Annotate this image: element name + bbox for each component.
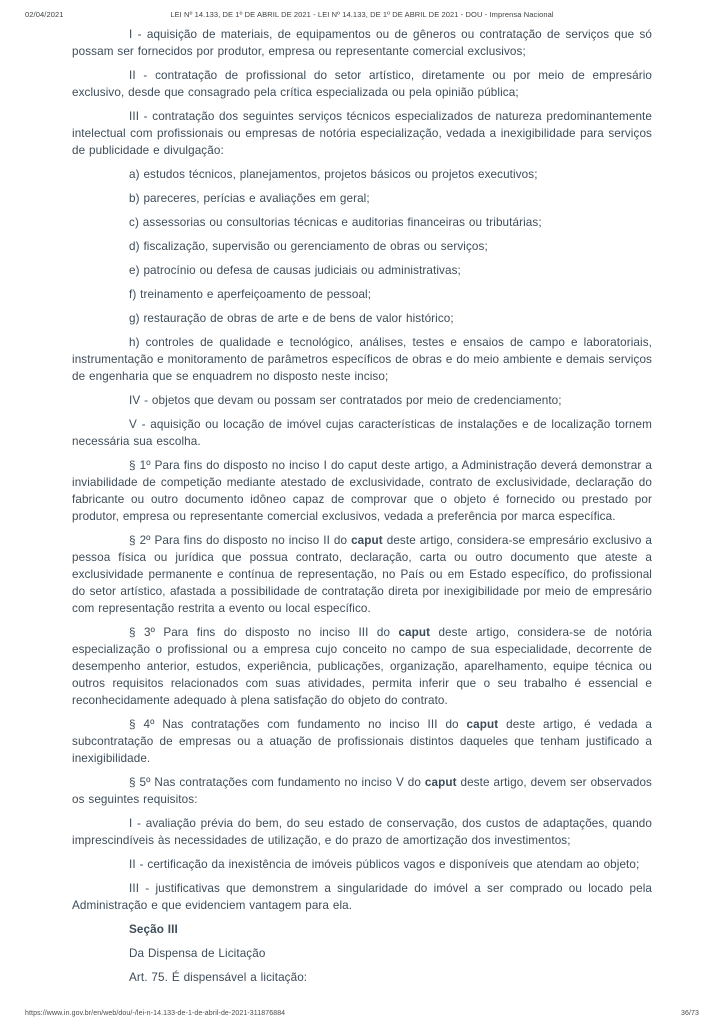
print-header-date: 02/04/2021 bbox=[25, 10, 64, 19]
text-segment: IV - objetos que devam ou possam ser contratados por meio de credenciamento; bbox=[129, 394, 562, 407]
text-segment: § 5º Nas contratações com fundamento no inciso V do bbox=[129, 776, 425, 789]
source-url: https://www.in.gov.br/en/web/dou/-/lei-n-14.133-de-1-de-abril-de-2021-311876884 bbox=[25, 1010, 286, 1017]
alinea-h bbox=[72, 334, 652, 385]
text-segment: b) pareceres, perícias e avaliações em geral; bbox=[129, 192, 370, 205]
alinea-a bbox=[72, 166, 652, 183]
text-segment: deste artigo, considera-se empresário exclusivo a pessoa física ou jurídica que possua contrato, declaração, carta ou outro documento que ateste a exclusividade permanente e contínua de representação, no País ou em Estado específico, do profissional do setor artístico, afastada a possibilidade de contratação direta por inexigibilidade por meio de empresário com representação restrita a evento ou local específico. bbox=[72, 534, 652, 615]
inciso-iv bbox=[72, 392, 652, 409]
text-segment: Art. 75. É dispensável a licitação: bbox=[129, 971, 308, 984]
secao-iii-heading bbox=[72, 921, 652, 938]
paragrafo-4 bbox=[72, 716, 652, 767]
alinea-f bbox=[72, 286, 652, 303]
print-footer bbox=[25, 1010, 699, 1017]
text-segment: II - certificação da inexistência de imóveis públicos vagos e disponíveis que atendam ao objeto; bbox=[129, 858, 640, 871]
alinea-g bbox=[72, 310, 652, 327]
text-segment: I - aquisição de materiais, de equipamentos ou de gêneros ou contratação de serviços que só possam ser fornecidos por produtor, empresa ou representante comercial exclusivos; bbox=[72, 28, 652, 58]
inciso-i bbox=[72, 26, 652, 60]
art-75 bbox=[72, 969, 652, 986]
text-segment: II - contratação de profissional do setor artístico, diretamente ou por meio de empresário exclusivo, desde que consagrado pela crítica especializada ou pela opinião pública; bbox=[72, 69, 652, 99]
text-segment: g) restauração de obras de arte e de bens de valor histórico; bbox=[129, 312, 454, 325]
text-segment: a) estudos técnicos, planejamentos, projetos básicos ou projetos executivos; bbox=[129, 168, 538, 181]
paragrafo-2 bbox=[72, 532, 652, 617]
text-segment: e) patrocínio ou defesa de causas judiciais ou administrativas; bbox=[129, 264, 461, 277]
text-segment: § 4º Nas contratações com fundamento no inciso III do bbox=[129, 718, 467, 731]
text-segment: § 2º Para fins do disposto no inciso II do bbox=[129, 534, 352, 547]
inciso-ii bbox=[72, 67, 652, 101]
document-body bbox=[72, 26, 652, 993]
requisito-ii bbox=[72, 856, 652, 873]
paragrafo-5 bbox=[72, 774, 652, 808]
bold-text-segment: caput bbox=[424, 776, 457, 789]
secao-iii-subtitle bbox=[72, 945, 652, 962]
bold-text-segment: caput bbox=[398, 626, 431, 639]
print-header bbox=[0, 10, 724, 22]
requisito-i bbox=[72, 815, 652, 849]
text-segment: I - avaliação prévia do bem, do seu estado de conservação, dos custos de adaptações, quando imprescindíveis às necessidades de utilização, e do prazo de amortização dos investimentos; bbox=[72, 817, 652, 847]
bold-text-segment: caput bbox=[466, 718, 499, 731]
requisito-iii bbox=[72, 880, 652, 914]
paragrafo-3 bbox=[72, 624, 652, 709]
inciso-v bbox=[72, 416, 652, 450]
text-segment: § 3º Para fins do disposto no inciso III do bbox=[129, 626, 399, 639]
bold-text-segment: caput bbox=[351, 534, 383, 547]
text-segment: deste artigo, considera-se de notória especialização o profissional ou a empresa cujo conceito no campo de sua especialidade, decorrente de desempenho anterior, estudos, experiência, publicações, organização, aparelhamento, equipe técnica ou outros requisitos relacionados com suas atividades, permita inferir que o seu trabalho é essencial e reconhecidamente adequado à plena satisfação do objeto do contrato. bbox=[72, 626, 652, 707]
paragrafo-1 bbox=[72, 457, 652, 525]
text-segment: h) controles de qualidade e tecnológico, análises, testes e ensaios de campo e laboratoriais, instrumentação e monitoramento de parâmetros específicos de obras e do meio ambiente e demais serviços de engenharia que se enquadrem no disposto neste inciso; bbox=[72, 336, 652, 383]
bold-text-segment: Seção III bbox=[129, 923, 178, 936]
text-segment: d) fiscalização, supervisão ou gerenciamento de obras ou serviços; bbox=[129, 240, 488, 253]
text-segment: f) treinamento e aperfeiçoamento de pessoal; bbox=[129, 288, 372, 301]
page-number: 36/73 bbox=[680, 1010, 699, 1017]
alinea-e bbox=[72, 262, 652, 279]
print-header-title: LEI Nº 14.133, DE 1º DE ABRIL DE 2021 - LEI Nº 14.133, DE 1º DE ABRIL DE 2021 - DOU - Imprensa Nacional bbox=[170, 10, 554, 19]
alinea-b bbox=[72, 190, 652, 207]
inciso-iii bbox=[72, 108, 652, 159]
text-segment: III - justificativas que demonstrem a singularidade do imóvel a ser comprado ou locado pela Administração e que evidenciem vantagem para ela. bbox=[72, 882, 652, 912]
text-segment: Da Dispensa de Licitação bbox=[129, 947, 266, 960]
alinea-c bbox=[72, 214, 652, 231]
text-segment: c) assessorias ou consultorias técnicas e auditorias financeiras ou tributárias; bbox=[129, 216, 542, 229]
alinea-d bbox=[72, 238, 652, 255]
text-segment: V - aquisição ou locação de imóvel cujas características de instalações e de localização tornem necessária sua escolha. bbox=[72, 418, 652, 448]
text-segment: § 1º Para fins do disposto no inciso I do caput deste artigo, a Administração deverá demonstrar a inviabilidade de competição mediante atestado de exclusividade, contrato de exclusividade, declaração do fabricante ou outro documento idôneo capaz de comprovar que o objeto é fornecido ou prestado por produtor, empresa ou representante comercial exclusivos, vedada a preferência por marca específica. bbox=[72, 459, 652, 523]
text-segment: deste artigo, devem ser observados os seguintes requisitos: bbox=[72, 776, 652, 806]
text-segment: III - contratação dos seguintes serviços técnicos especializados de natureza predominantemente intelectual com profissionais ou empresas de notória especialização, vedada a inexigibilidade para serviços de publicidade e divulgação: bbox=[72, 110, 652, 157]
text-segment: deste artigo, é vedada a subcontratação de empresas ou a atuação de profissionais distintos daqueles que tenham justificado a inexigibilidade. bbox=[72, 718, 653, 765]
